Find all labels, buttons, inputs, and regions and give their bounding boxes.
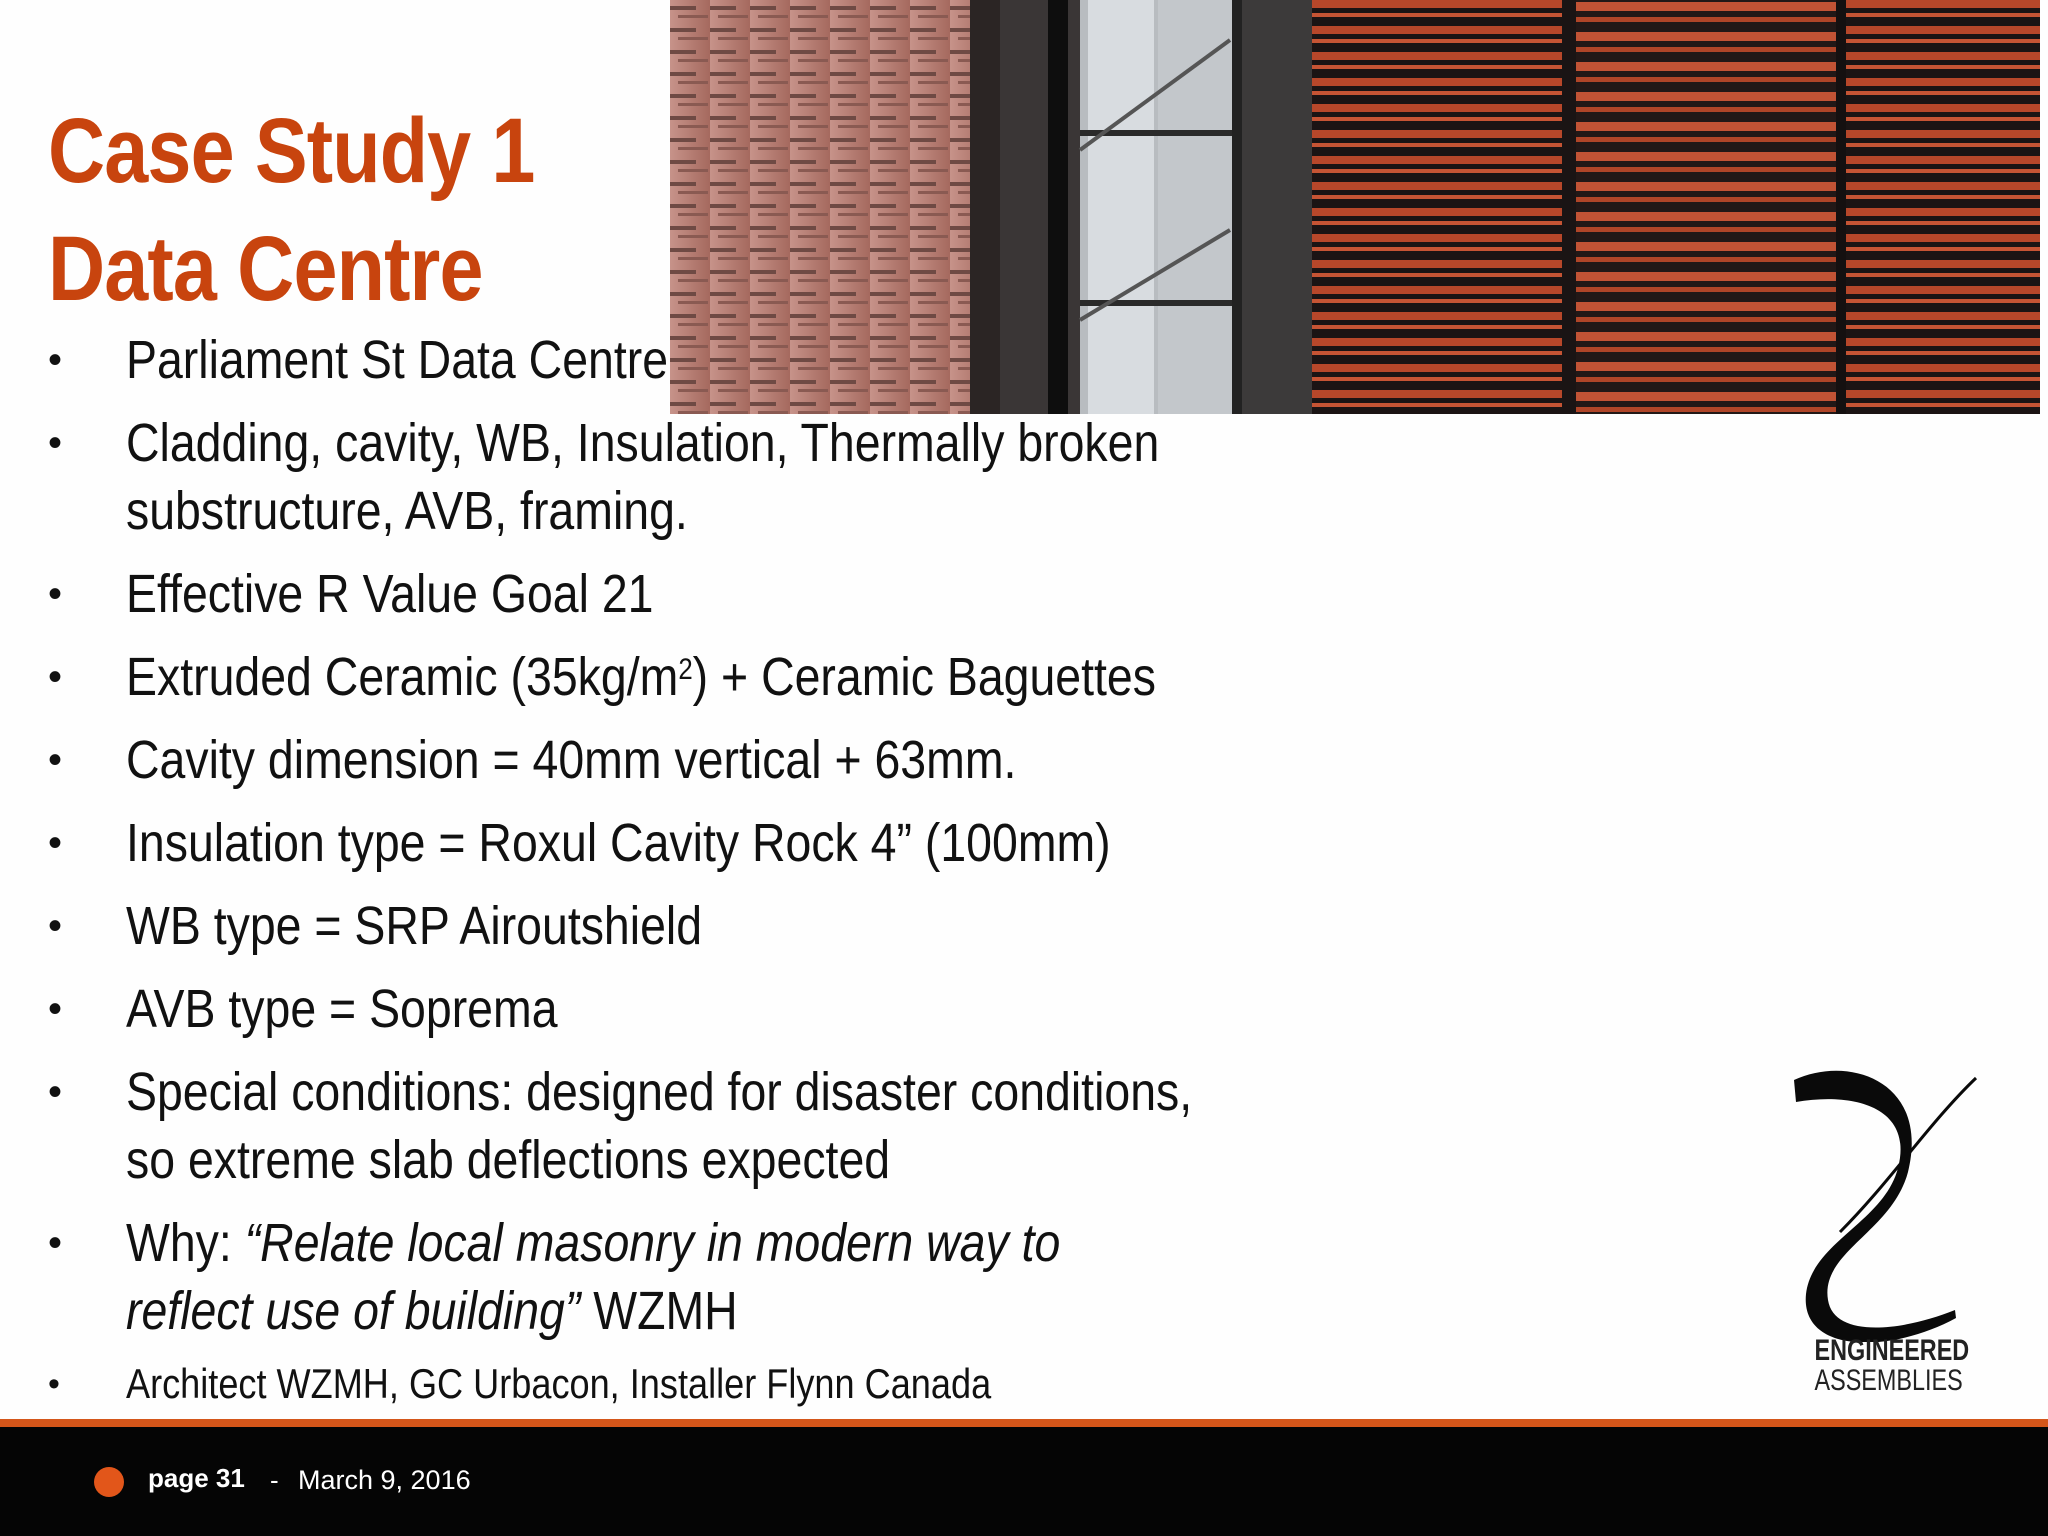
footer-bar (0, 1427, 2048, 1536)
bullet-icon: • (48, 1365, 60, 1403)
bullet-text: WB type = SRP Airoutshield (126, 896, 703, 956)
bullet-icon: • (48, 1221, 63, 1265)
bullet-text: Cladding, cavity, WB, Insulation, Thermally broken substructure, AVB, framing. (126, 413, 1160, 541)
slide-title (48, 92, 535, 328)
orange-dot-icon (94, 1467, 124, 1497)
bullet-text-pre: Why: (126, 1213, 245, 1273)
bullet-text: AVB type = Soprema (126, 979, 558, 1039)
footer-rule (0, 1419, 2048, 1427)
bullet-text: Architect WZMH, GC Urbacon, Installer Flynn Canada (126, 1360, 992, 1407)
list-item (48, 560, 1548, 628)
list-item (48, 326, 1548, 394)
bullet-icon: • (48, 821, 63, 865)
bullet-text: Effective R Value Goal 21 (126, 564, 654, 624)
quote-text: “Relate local masonry in modern way to reflect use of building” (126, 1213, 1061, 1341)
page-number: page 31 (148, 1463, 245, 1493)
superscript-2: 2 (678, 653, 693, 686)
bullet-text: Special conditions: designed for disaster conditions, so extreme slab deflections expected (126, 1062, 1193, 1190)
bullet-icon: • (48, 421, 63, 465)
list-item (48, 892, 1548, 960)
bullet-text: Insulation type = Roxul Cavity Rock 4” (100mm) (126, 813, 1111, 873)
title-line-1: Case Study 1 (48, 100, 535, 202)
list-item (48, 1058, 1548, 1194)
list-item (48, 409, 1548, 545)
bullet-icon: • (48, 572, 63, 616)
title-line-2: Data Centre (48, 218, 483, 320)
bullet-icon: • (48, 987, 63, 1031)
list-item (48, 643, 1548, 711)
list-item (48, 1209, 1548, 1345)
bullet-text: Parliament St Data Centre (126, 330, 669, 390)
bullet-icon: • (48, 655, 63, 699)
list-item (48, 726, 1548, 794)
list-item (48, 809, 1548, 877)
logo-wordmark (1796, 1334, 1970, 1397)
bullet-text: Cavity dimension = 40mm vertical + 63mm. (126, 730, 1017, 790)
bullet-icon: • (48, 904, 63, 948)
list-item (48, 1357, 1548, 1411)
bullet-text (126, 1209, 1158, 1345)
bullet-icon: • (48, 1070, 63, 1114)
footer-date: March 9, 2016 (298, 1465, 471, 1495)
bullet-text-post: ) + Ceramic Baguettes (692, 647, 1156, 707)
bullet-text-post: WZMH (580, 1281, 738, 1341)
logo-line-2: ASSEMBLIES (1814, 1364, 1963, 1397)
bullet-text (126, 643, 1158, 711)
bullet-icon: • (48, 738, 63, 782)
list-item (48, 975, 1548, 1043)
bullet-list (48, 326, 1548, 1426)
footer-separator: - (270, 1465, 279, 1495)
logo-line-1: ENGINEERED (1814, 1334, 1970, 1367)
bullet-icon: • (48, 338, 63, 382)
bullet-text-pre: Extruded Ceramic (35kg/m (126, 647, 679, 707)
